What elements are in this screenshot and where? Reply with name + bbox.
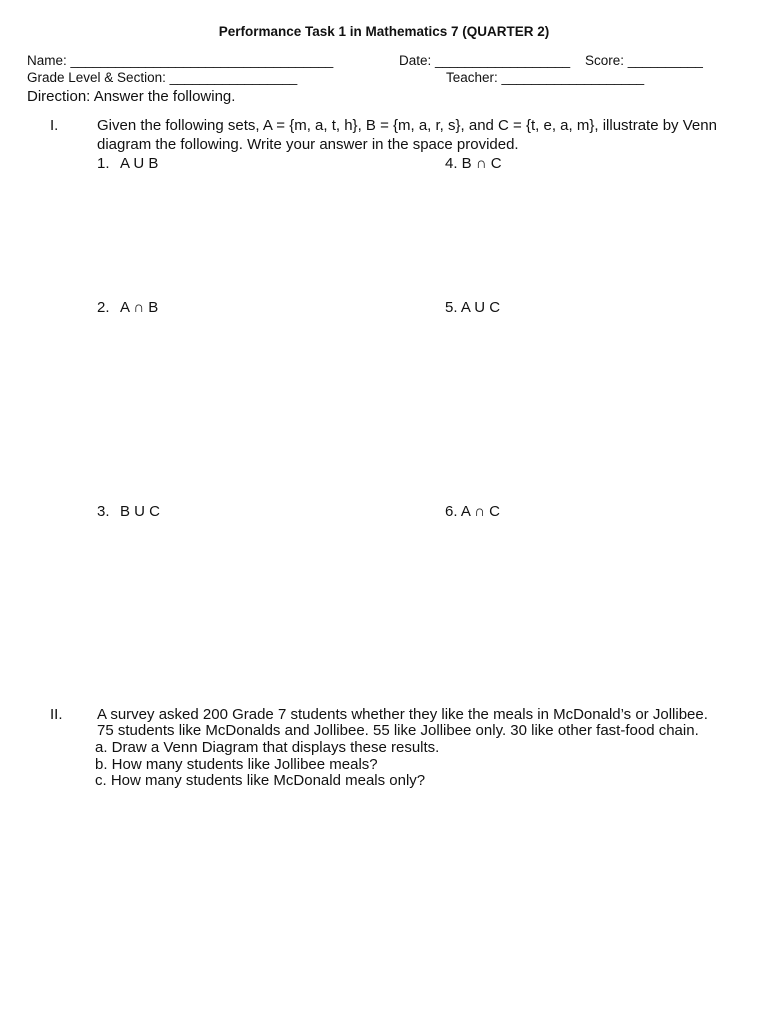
part2-line2: 75 students like McDonalds and Jollibee. 55 like Jollibee only. 30 like other fast-food chain.	[97, 722, 699, 739]
part2-numeral: II.	[50, 706, 63, 723]
grade-section-field: Grade Level & Section: _________________	[27, 70, 298, 85]
part1-instruction-line1: Given the following sets, A = {m, a, t, h}, B = {m, a, r, s}, and C = {t, e, a, m}, illustrate by Venn	[97, 117, 717, 134]
item-2-expression: A ∩ B	[120, 299, 159, 316]
part1-numeral: I.	[50, 117, 59, 134]
item-3-number: 3.	[97, 503, 110, 520]
item-1-number: 1.	[97, 155, 110, 172]
score-field: Score: __________	[585, 53, 703, 68]
part2-sub-c: c. How many students like McDonald meals only?	[95, 772, 426, 789]
item-1-expression: A U B	[120, 155, 159, 172]
part2-sub-a: a. Draw a Venn Diagram that displays these results.	[95, 739, 440, 756]
name-field: Name: ___________________________________	[27, 53, 334, 68]
item-5: 5. A U C	[445, 299, 501, 316]
page-title: Performance Task 1 in Mathematics 7 (QUARTER 2)	[218, 24, 550, 39]
direction-text: Direction: Answer the following.	[27, 88, 236, 105]
item-3-expression: B U C	[120, 503, 161, 520]
part2-line1: A survey asked 200 Grade 7 students whether they like the meals in McDonald’s or Jollibee.	[97, 706, 708, 723]
part2-sub-b: b. How many students like Jollibee meals?	[95, 756, 378, 773]
item-6: 6. A ∩ C	[445, 503, 500, 520]
teacher-field: Teacher: ___________________	[446, 70, 645, 85]
item-2-number: 2.	[97, 299, 110, 316]
item-4: 4. B ∩ C	[445, 155, 502, 172]
part1-instruction-line2: diagram the following. Write your answer in the space provided.	[97, 136, 519, 153]
date-field: Date: __________________	[399, 53, 571, 68]
